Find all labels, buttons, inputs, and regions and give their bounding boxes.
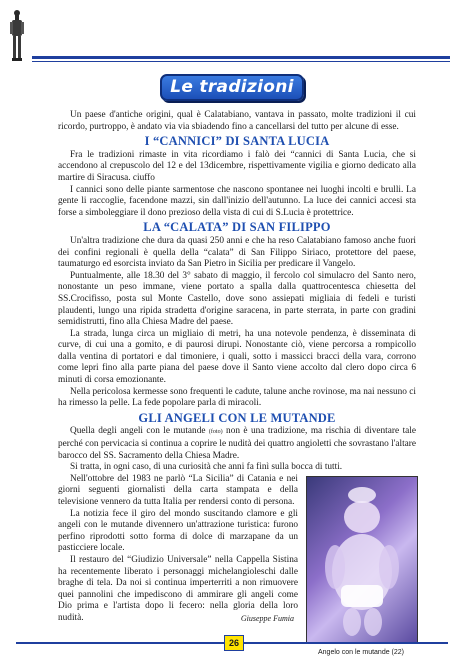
paragraph: La strada, lunga circa un migliaio di metri, ha una notevole pendenza, è disseminata di curve, di cui una a gomito, e di paurosi dirupi. Nonostante ciò, viene percorsa a rompicollo dalla ventina di portatori e dal timoniere, i quali, sotto i massicci bracci della vara, corrono come lepri fino alla parte piana del paese dove il Santo viene accolto dal clero dopo circa 6 minuti di corsa emozionante. <box>58 328 416 386</box>
paragraph: Un'altra tradizione che dura da quasi 250 anni e che ha reso Calatabiano famoso anche fuori dei confini regionali è quella della “calata” di San Filippo Siriaco, protettore del paese, taumaturgo ed esorcista inviato da San Pietro in Sicilia per predicare il Vangelo. <box>58 235 416 270</box>
page-title: Le tradizioni <box>160 74 304 101</box>
section-heading: I “CANNICI” DI SANTA LUCIA <box>144 134 330 149</box>
angel-photo-image <box>306 476 418 644</box>
angel-photo <box>306 476 416 654</box>
text-run: Quella degli angeli con le mutande <box>70 426 209 437</box>
section-heading: LA “CALATA” DI SAN FILIPPO <box>143 220 331 235</box>
article-body <box>58 110 416 656</box>
paragraph: La notizia fece il giro del mondo suscitando clamore e gli angeli con le mutande divennero un'attrazione turistica: furono perfino riprodotti sotto forma di dolce di marzapane da un pasticciere locale. <box>58 508 298 554</box>
paragraph: Puntualmente, alle 18.30 del 3° sabato di maggio, il fercolo col simulacro del Santo nero, nonostante un peso immane, viene portato a spalla dalla quattrocentesca chiesetta del SS.Crocifisso, posta sul Monte Castello, dove sono assiepati migliaia di fedeli e turisti plaudenti, lungo una ripida stradetta d'origine saracena, in parte sterrata, in parte con gradini semidistrutti, fino alla Chiesa Madre del paese. <box>58 270 416 328</box>
title-banner <box>0 74 464 101</box>
paragraph: Nell'ottobre del 1983 ne parlò “La Sicilia” di Catania e nei giorni seguenti giornalisti della carta stampata e della televisione vennero da tutta Italia per rendersi conto di persona. <box>58 473 298 507</box>
paragraph: Fra le tradizioni rimaste in vita ricordiamo i falò dei “cannici di Santa Lucia, che si accendono al crepuscolo del 12 e del 13dicembre, rispettivamente vigilia e giorno dedicato alla martire di Siracusa. ciuffo <box>58 149 416 183</box>
intro-paragraph: Un paese d'antiche origini, qual è Calatabiano, vantava in passato, molte tradizioni il cui ricordo, purtroppo, è andato via via sbiadendo fino a cancellarsi del tutto per alcune di esse. <box>58 110 416 132</box>
paragraph: Si tratta, in ogni caso, di una curiosità che anni fa finì sulla bocca di tutti. <box>70 462 343 473</box>
photo-ref: (foto) <box>208 429 223 436</box>
knight-figure-icon <box>8 10 26 66</box>
header-rule <box>32 56 450 59</box>
paragraph: Nella pericolosa kermesse sono frequenti le cadute, talune anche rovinose, ma nai nessuno ci ha rimesso la pelle. La fede popolare parla di miracoli. <box>58 386 416 409</box>
author-signature: Giuseppe Fumia <box>240 613 294 623</box>
text-run: non è una tradizione, ma rischia di diventare tale perché con pervicacia si continua a coprire le nudità dei quattro angioletti che sovrastano l'altare barocco del SS. Sacramento della Chiesa Madre. <box>58 426 416 461</box>
angel-figure-icon <box>307 477 417 643</box>
photo-caption: Angelo con le mutande (22) <box>318 648 404 656</box>
paragraph <box>58 426 416 462</box>
text-run: Il restauro del “Giudizio Universale” nella Cappella Sistina ha recentemente liberato i personaggi michelangioleschi dalle braghe di tela. Da noi si continua imperterriti a non rimuovere quei pannolini che impediscono di ammirare gli angeli come Dio prima e l'artista dopo li fecero: nella gloria della loro nudità. <box>58 554 298 623</box>
section-heading: GLI ANGELI CON LE MUTANDE <box>138 410 336 425</box>
paragraph: I cannici sono delle piante sarmentose che nascono spontanee nei luoghi incolti e brulli. La gente li raccoglie, facendone mazzi, sin dall'inizio dell'autunno. La luce dei cannici accesi sta forse a simboleggiare il dono prezioso della vista di cui di S.Lucia è protettrice. <box>58 184 416 218</box>
header-rule-thin <box>32 61 450 62</box>
page-number: 26 <box>224 635 244 651</box>
